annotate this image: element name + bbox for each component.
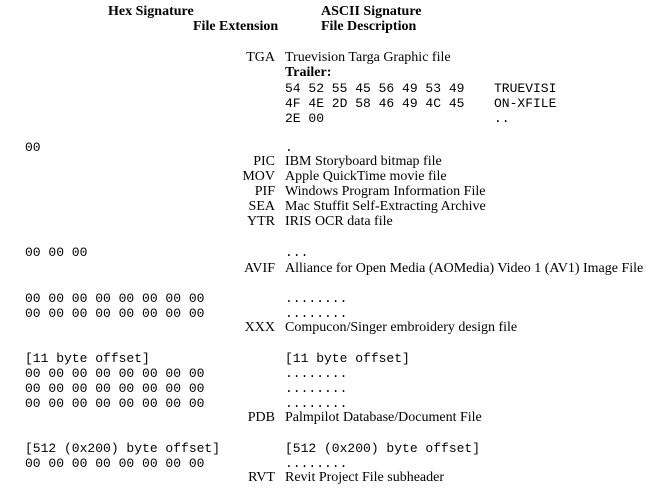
file-description: Windows Program Information File [285, 184, 486, 199]
file-extension: PIC [253, 154, 275, 169]
ascii-signature-line: ... [285, 245, 309, 260]
hex-signature-line: 00 00 00 00 00 00 00 00 [25, 291, 205, 306]
file-description: IRIS OCR data file [285, 214, 393, 229]
file-extension: PDB [247, 410, 275, 425]
ascii-signature-line: ........ [285, 381, 348, 396]
ascii-signature-line: [11 byte offset] [285, 351, 410, 366]
file-extension: PIF [254, 184, 275, 199]
file-extension: AVIF [244, 261, 275, 276]
file-extension: XXX [244, 320, 275, 335]
trailer-hex-line: 54 52 55 45 56 49 53 49 [285, 81, 465, 96]
file-description: Mac Stuffit Self-Extracting Archive [285, 199, 486, 214]
file-extension: TGA [246, 50, 275, 65]
file-extension: MOV [242, 169, 275, 184]
hex-signature-line: 00 00 00 00 00 00 00 00 [25, 306, 205, 321]
hex-signature-line: 00 00 00 00 00 00 00 00 [25, 456, 205, 471]
file-description: Palmpilot Database/Document File [285, 410, 482, 425]
ascii-signature-header: ASCII Signature [321, 4, 422, 19]
file-description: IBM Storyboard bitmap file [285, 154, 442, 169]
hex-signature-line: 00 00 00 00 00 00 00 00 [25, 396, 205, 411]
file-extension: SEA [248, 199, 275, 214]
ascii-signature-line: [512 (0x200) byte offset] [285, 441, 481, 456]
ascii-signature-line: ........ [285, 396, 348, 411]
hex-signature-line: 00 00 00 [25, 245, 88, 260]
ascii-signature-line: . [285, 140, 293, 155]
ascii-signature-line: ........ [285, 291, 348, 306]
trailer-hex-line: 4F 4E 2D 58 46 49 4C 45 [285, 96, 465, 111]
file-description-header: File Description [321, 19, 417, 34]
file-description: Alliance for Open Media (AOMedia) Video 1 (AV1) Image File [285, 261, 644, 276]
ascii-signature-line: ........ [285, 456, 348, 471]
hex-signature-line: 00 00 00 00 00 00 00 00 [25, 366, 205, 381]
file-description: Revit Project File subheader [285, 470, 445, 485]
file-extension-header: File Extension [193, 19, 279, 34]
trailer-ascii-line: ON-XFILE [494, 96, 557, 111]
trailer-ascii-line: TRUEVISI [494, 81, 557, 96]
file-description: Compucon/Singer embroidery design file [285, 320, 518, 335]
file-description: Truevision Targa Graphic file [285, 50, 451, 65]
hex-signature-header: Hex Signature [108, 4, 194, 19]
trailer-label: Trailer: [285, 65, 332, 80]
hex-signature-line: [11 byte offset] [25, 351, 150, 366]
ascii-signature-line: ........ [285, 306, 348, 321]
file-description: Apple QuickTime movie file [285, 169, 447, 184]
hex-signature-line: [512 (0x200) byte offset] [25, 441, 221, 456]
hex-signature-line: 00 00 00 00 00 00 00 00 [25, 381, 205, 396]
trailer-hex-line: 2E 00 [285, 111, 325, 126]
file-extension: RVT [248, 470, 275, 485]
ascii-signature-line: ........ [285, 366, 348, 381]
hex-signature-line: 00 [25, 140, 41, 155]
trailer-ascii-line: .. [494, 111, 510, 126]
file-extension: YTR [247, 214, 275, 229]
